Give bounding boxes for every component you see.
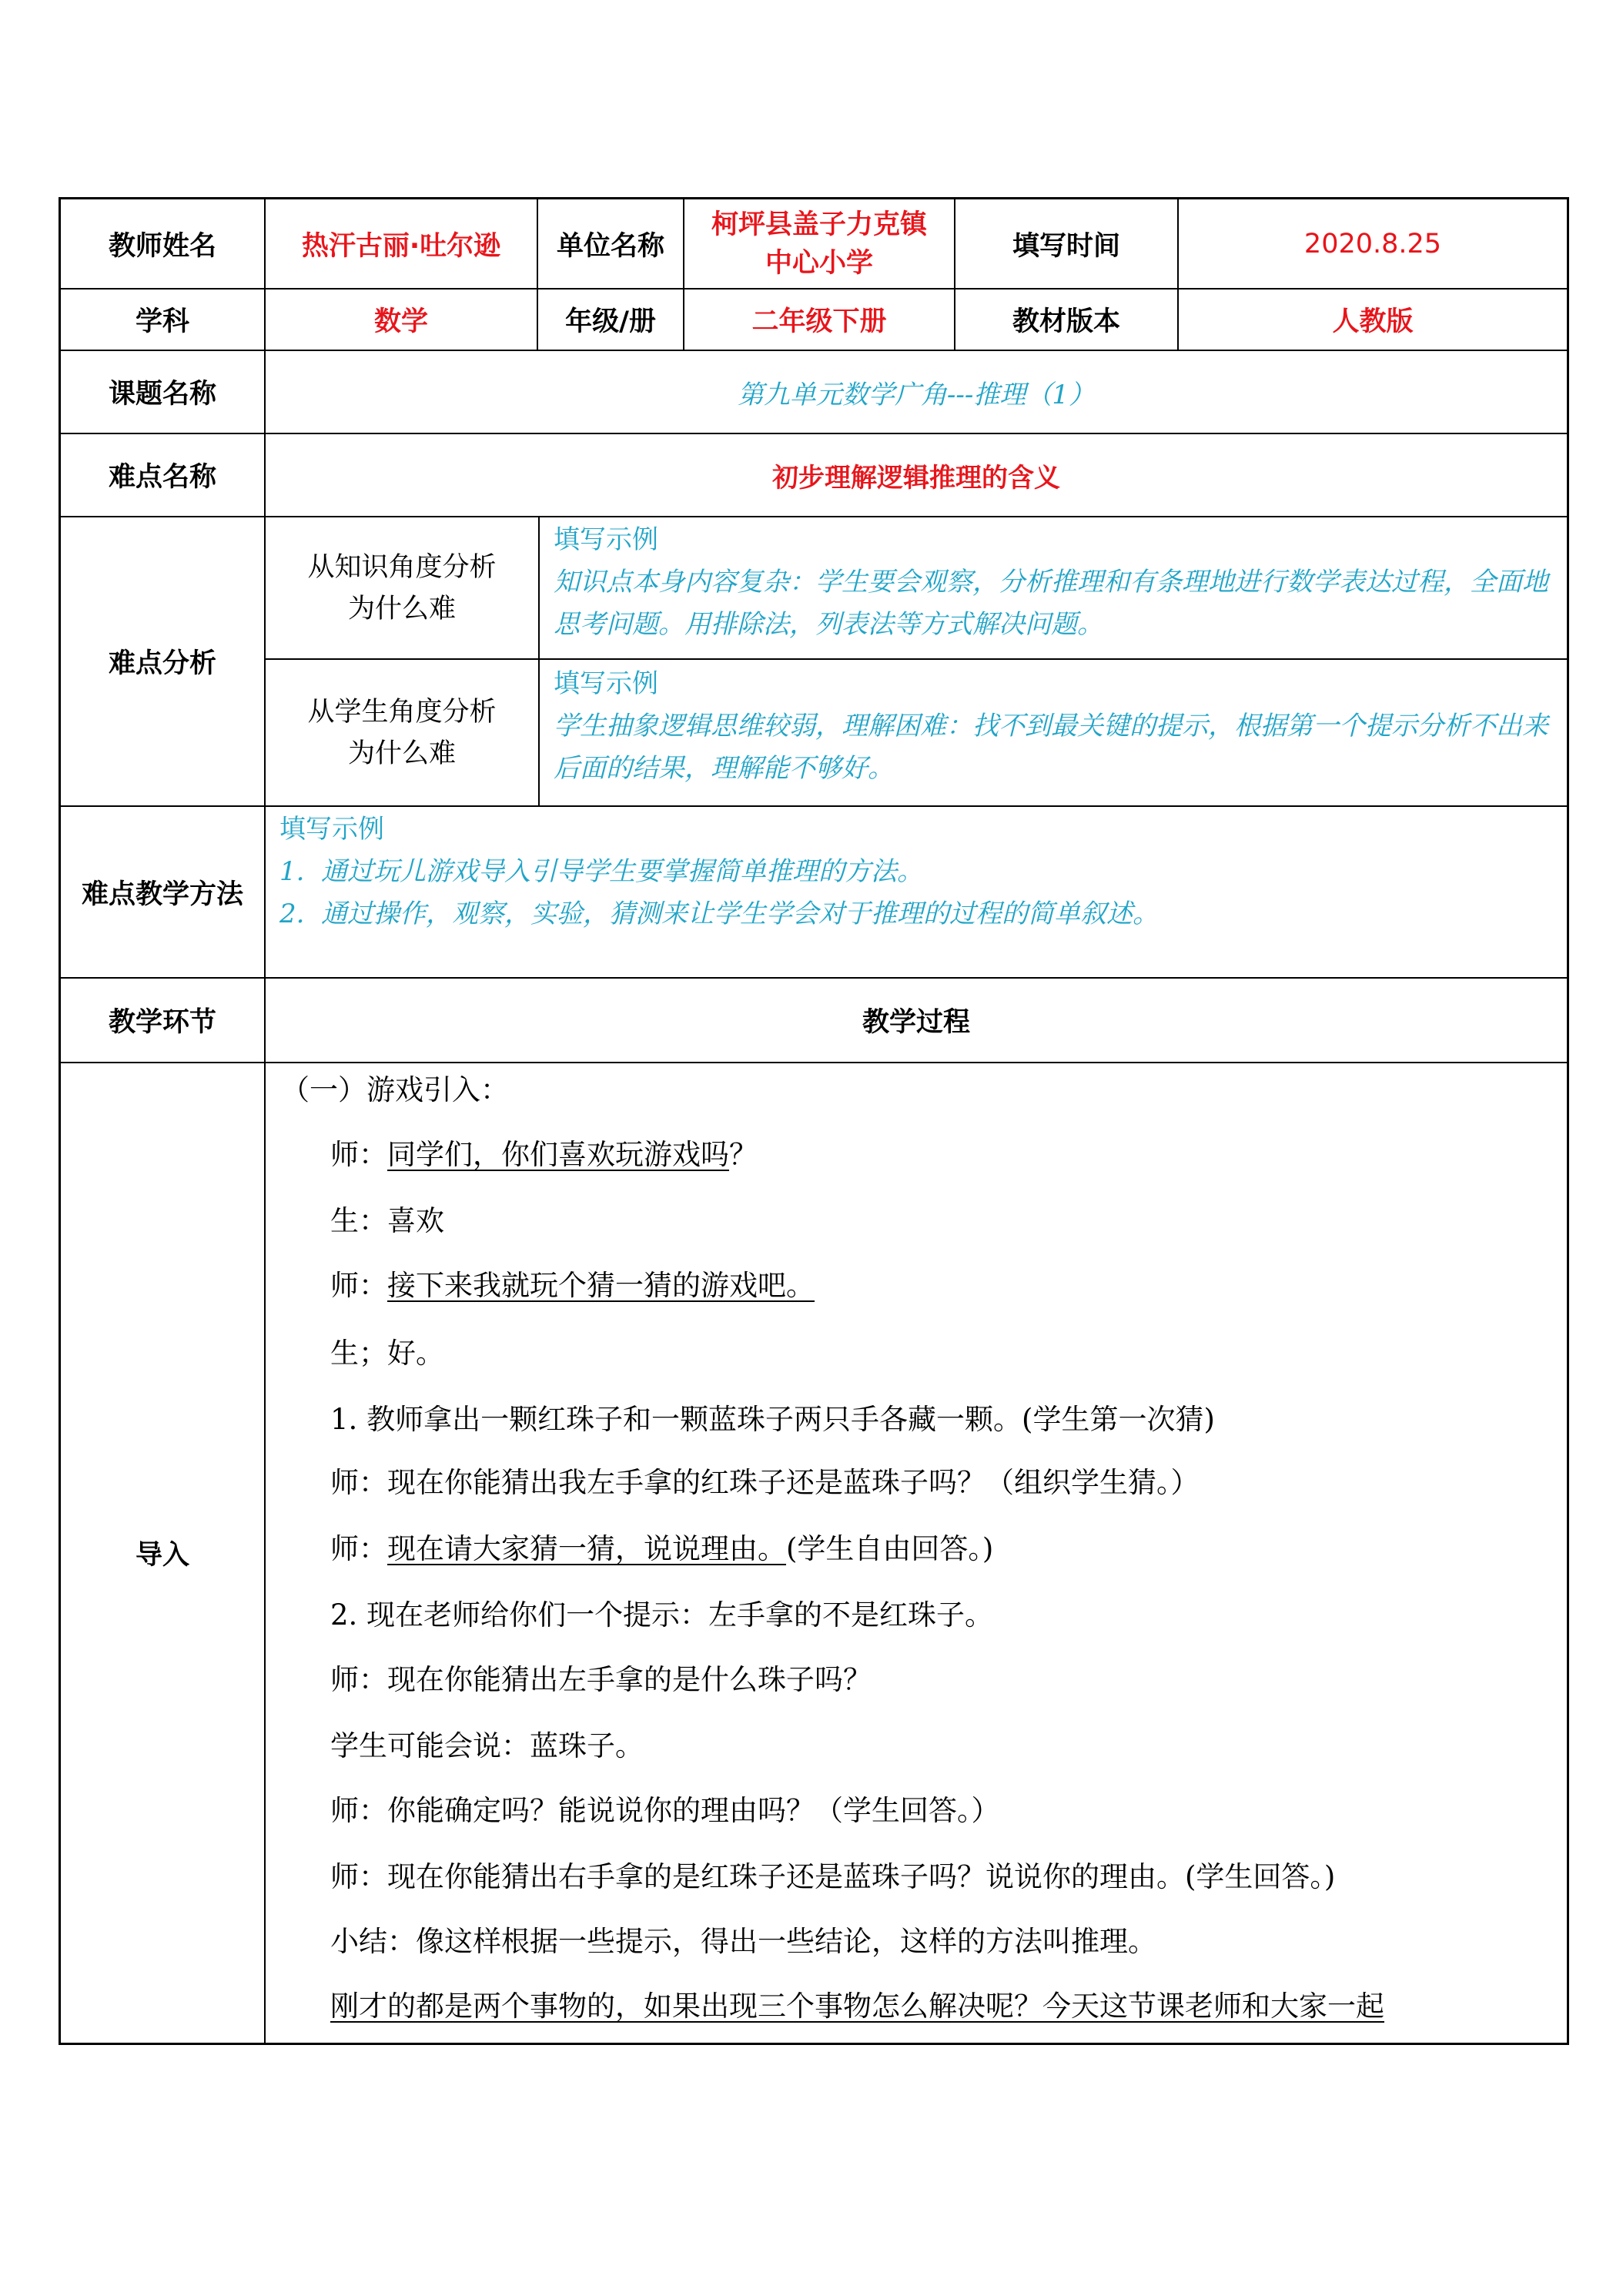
teacher-name-value: 热汗古丽·吐尔逊 — [266, 199, 538, 290]
grade-label: 年级/册 — [538, 290, 684, 351]
intro-line — [330, 1596, 993, 1635]
intro-process — [266, 1063, 1567, 2043]
intro-line — [281, 1071, 509, 1110]
intro-line-underlined: 同学们，你们喜欢玩游戏吗 — [387, 1138, 729, 1171]
stage-header: 教学环节 — [61, 979, 266, 1063]
knowledge-analysis — [540, 517, 1567, 660]
intro-line-text: (学生自由回答。) — [786, 1532, 994, 1565]
intro-line-text: 学生可能会说：蓝珠子。 — [330, 1729, 644, 1762]
method-content — [266, 807, 1567, 979]
intro-line-text: 1. 教师拿出一颗红珠子和一颗蓝珠子两只手各藏一颗。(学生第一次猜) — [330, 1403, 1215, 1436]
difficulty-value: 初步理解逻辑推理的含义 — [266, 434, 1567, 517]
intro-line-text: 师： — [330, 1532, 387, 1565]
student-text: 学生抽象逻辑思维较弱，理解困难：找不到最关键的提示，根据第一个提示分析不出来后面的结果，理解能不够好。 — [554, 711, 1548, 784]
intro-line-text: 师：你能确定吗？能说说你的理由吗？（学生回答。） — [330, 1794, 1000, 1827]
method-item-2: 2. 通过操作，观察，实验，猜测来让学生学会对于推理的过程的简单叙述。 — [279, 899, 1160, 929]
teacher-name-label: 教师姓名 — [61, 199, 266, 290]
intro-line — [330, 1202, 444, 1240]
intro-line — [330, 1792, 1000, 1830]
method-heading: 填写示例 — [279, 814, 384, 845]
analysis-label: 难点分析 — [61, 517, 266, 807]
intro-stage-label: 导入 — [61, 1063, 266, 2043]
student-angle-label: 从学生角度分析为什么难 — [266, 660, 540, 807]
knowledge-heading: 填写示例 — [554, 524, 658, 555]
intro-line — [330, 1858, 1335, 1896]
intro-line-text: 师：现在你能猜出右手拿的是红珠子还是蓝珠子吗？说说你的理由。(学生回答。) — [330, 1860, 1336, 1893]
grade-value: 二年级下册 — [684, 290, 955, 351]
intro-line-text: 师：现在你能猜出我左手拿的红珠子还是蓝珠子吗？（组织学生猜。） — [330, 1466, 1200, 1499]
intro-line-underlined: 接下来我就玩个猜一猜的游戏吧。 — [387, 1269, 815, 1302]
edition-label: 教材版本 — [955, 290, 1179, 351]
intro-line-underlined: 刚才的都是两个事物的，如果出现三个事物怎么解决呢？今天这节课老师和大家一起 — [330, 1990, 1384, 2023]
intro-line — [330, 1987, 1384, 2026]
edition-value: 人教版 — [1179, 290, 1567, 351]
intro-line-text: ？ — [729, 1138, 758, 1171]
intro-line-underlined: 现在请大家猜一猜，说说理由。 — [387, 1532, 786, 1565]
intro-line-text: 师： — [330, 1269, 387, 1302]
subject-label: 学科 — [61, 290, 266, 351]
intro-line-text: 小结：像这样根据一些提示，得出一些结论，这样的方法叫推理。 — [330, 1925, 1156, 1958]
intro-line — [330, 1136, 758, 1174]
intro-line — [330, 1661, 872, 1699]
intro-line — [330, 1464, 1200, 1502]
method-item-1: 1. 通过玩儿游戏导入引导学生要掌握简单推理的方法。 — [279, 856, 924, 887]
unit-name-label: 单位名称 — [538, 199, 684, 290]
intro-line-text: 生：喜欢 — [330, 1204, 444, 1237]
intro-line — [330, 1923, 1156, 1961]
intro-line — [330, 1530, 993, 1568]
method-label: 难点教学方法 — [61, 807, 266, 979]
intro-line — [330, 1334, 444, 1373]
student-heading: 填写示例 — [554, 668, 658, 699]
intro-line-text: 师：现在你能猜出左手拿的是什么珠子吗？ — [330, 1663, 872, 1696]
subject-value: 数学 — [266, 290, 538, 351]
topic-label: 课题名称 — [61, 351, 266, 434]
process-header: 教学过程 — [266, 979, 1567, 1063]
lesson-plan-table — [59, 197, 1569, 2045]
knowledge-text: 知识点本身内容复杂：学生要会观察，分析推理和有条理地进行数学表达过程，全面地思考问题。用排除法，列表法等方式解决问题。 — [554, 567, 1548, 640]
fill-date-value: 2020.8.25 — [1179, 199, 1567, 290]
intro-line-text: 师： — [330, 1138, 387, 1171]
difficulty-label: 难点名称 — [61, 434, 266, 517]
intro-line-text: 生；好。 — [330, 1337, 444, 1370]
fill-date-label: 填写时间 — [955, 199, 1179, 290]
intro-line — [330, 1727, 644, 1766]
student-analysis — [540, 660, 1567, 807]
knowledge-angle-label: 从知识角度分析为什么难 — [266, 517, 540, 660]
unit-name-value: 柯坪县盖子力克镇中心小学 — [684, 199, 955, 290]
intro-line-text: （一）游戏引入： — [281, 1073, 509, 1106]
intro-line — [330, 1267, 815, 1305]
intro-line — [330, 1401, 1215, 1439]
topic-value: 第九单元数学广角---推理（1） — [266, 351, 1567, 434]
intro-line-text: 2. 现在老师给你们一个提示：左手拿的不是红珠子。 — [330, 1598, 994, 1632]
